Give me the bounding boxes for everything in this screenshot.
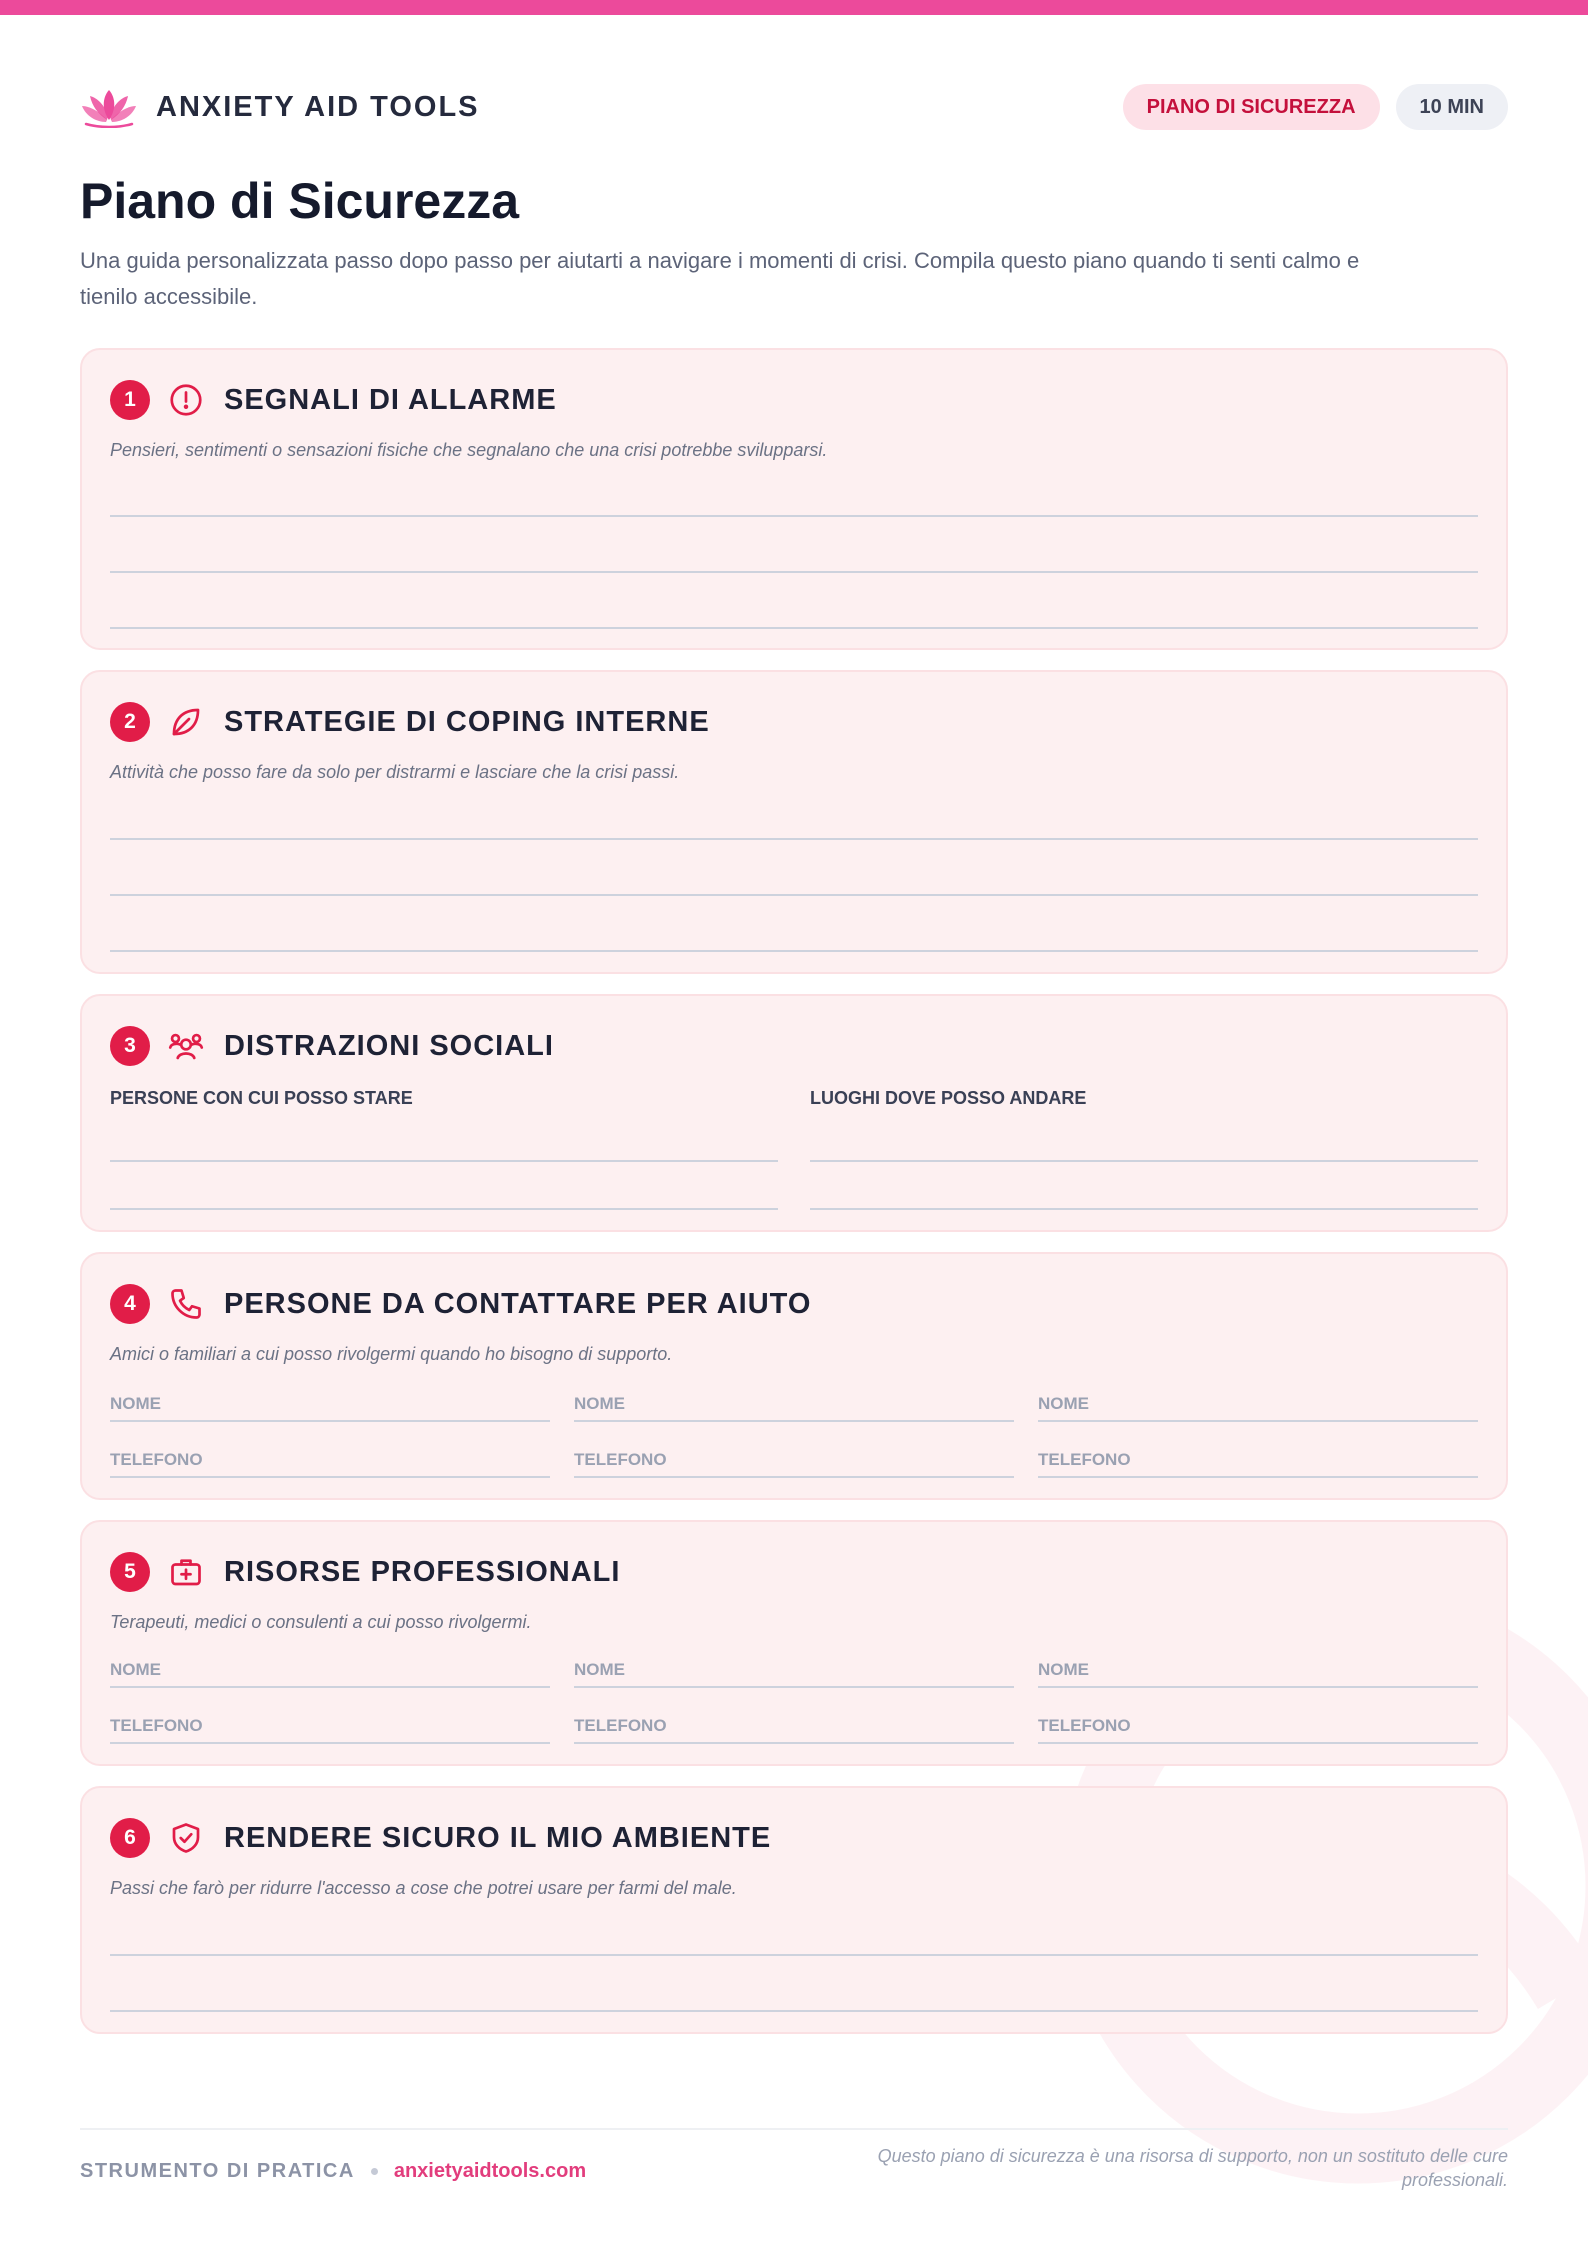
column-label-people: PERSONE CON CUI POSSO STARE <box>110 1088 413 1108</box>
writing-line[interactable] <box>810 1208 1478 1210</box>
section-description: Attività che posso fare da solo per distrarmi e lasciare che la crisi passi. <box>110 762 680 782</box>
section-warning-signs <box>80 348 1508 650</box>
section-number: 6 <box>110 1818 150 1858</box>
section-contacts <box>80 1252 1508 1500</box>
contact-name-field[interactable]: NOME <box>110 1386 550 1422</box>
footer-website-link[interactable]: anxietyaidtools.com <box>393 2160 587 2182</box>
section-header <box>110 1026 554 1066</box>
section-title: SEGNALI DI ALLARME <box>224 383 557 416</box>
section-social-distractions <box>80 994 1508 1232</box>
section-number: 1 <box>110 380 150 420</box>
writing-line[interactable] <box>110 838 1478 840</box>
footer-separator-dot <box>371 2168 378 2175</box>
leaf-icon <box>168 704 204 740</box>
column-label-places: LUOGHI DOVE POSSO ANDARE <box>810 1088 1087 1108</box>
medical-kit-icon <box>168 1554 204 1590</box>
writing-line[interactable] <box>110 627 1478 629</box>
page-title: Piano di Sicurezza <box>80 173 520 229</box>
writing-line[interactable] <box>110 894 1478 896</box>
writing-line[interactable] <box>110 1160 778 1162</box>
top-accent-bar <box>0 0 1588 15</box>
professional-phone-field[interactable]: TELEFONO <box>110 1708 550 1744</box>
footer-divider <box>80 2128 1508 2130</box>
section-title: RISORSE PROFESSIONALI <box>224 1555 621 1588</box>
lotus-icon <box>80 86 138 128</box>
page-intro: Una guida personalizzata passo dopo passo per aiutarti a navigare i momenti di crisi. Compila questo piano quando ti senti calmo e tienilo accessibile. <box>80 248 1360 309</box>
section-description: Passi che farò per ridurre l'accesso a cose che potrei usare per farmi del male. <box>110 1878 737 1898</box>
header-badges <box>1123 84 1508 130</box>
writing-line[interactable] <box>110 2010 1478 2012</box>
section-title: PERSONE DA CONTATTARE PER AIUTO <box>224 1287 812 1320</box>
section-number: 2 <box>110 702 150 742</box>
plan-type-badge: PIANO DI SICUREZZA <box>1123 84 1380 130</box>
section-description: Amici o familiari a cui posso rivolgermi quando ho bisogno di supporto. <box>110 1344 673 1364</box>
section-title: DISTRAZIONI SOCIALI <box>224 1029 554 1062</box>
section-internal-coping <box>80 670 1508 974</box>
people-icon <box>168 1028 204 1064</box>
section-number: 5 <box>110 1552 150 1592</box>
section-header <box>110 1552 620 1592</box>
writing-line[interactable] <box>110 1954 1478 1956</box>
section-professional-resources <box>80 1520 1508 1766</box>
writing-line[interactable] <box>810 1160 1478 1162</box>
section-safe-environment <box>80 1786 1508 2034</box>
phone-icon <box>168 1286 204 1322</box>
contact-name-field[interactable]: NOME <box>574 1386 1014 1422</box>
writing-line[interactable] <box>110 515 1478 517</box>
page-header <box>80 82 1508 132</box>
section-header <box>110 1818 771 1858</box>
alert-circle-icon <box>168 382 204 418</box>
footer-tag: STRUMENTO DI PRATICA <box>80 2160 355 2182</box>
duration-badge: 10 MIN <box>1396 84 1508 130</box>
brand-name: ANXIETY AID TOOLS <box>156 90 480 123</box>
section-number: 4 <box>110 1284 150 1324</box>
section-header <box>110 702 710 742</box>
professional-phone-field[interactable]: TELEFONO <box>1038 1708 1478 1744</box>
professional-name-field[interactable]: NOME <box>1038 1652 1478 1688</box>
brand <box>80 86 480 128</box>
contact-phone-field[interactable]: TELEFONO <box>1038 1442 1478 1478</box>
section-description: Terapeuti, medici o consulenti a cui posso rivolgermi. <box>110 1612 532 1632</box>
section-header <box>110 380 557 420</box>
section-number: 3 <box>110 1026 150 1066</box>
section-header <box>110 1284 811 1324</box>
section-description: Pensieri, sentimenti o sensazioni fisiche che segnalano che una crisi potrebbe svilupparsi. <box>110 440 828 460</box>
writing-line[interactable] <box>110 1208 778 1210</box>
section-title: STRATEGIE DI COPING INTERNE <box>224 705 710 738</box>
contact-phone-field[interactable]: TELEFONO <box>574 1442 1014 1478</box>
contact-phone-field[interactable]: TELEFONO <box>110 1442 550 1478</box>
professional-name-field[interactable]: NOME <box>110 1652 550 1688</box>
professional-name-field[interactable]: NOME <box>574 1652 1014 1688</box>
contact-name-field[interactable]: NOME <box>1038 1386 1478 1422</box>
shield-check-icon <box>168 1820 204 1856</box>
professional-phone-field[interactable]: TELEFONO <box>574 1708 1014 1744</box>
writing-line[interactable] <box>110 571 1478 573</box>
footer-disclaimer: Questo piano di sicurezza è una risorsa di supporto, non un sostituto delle cure professionali. <box>877 2146 1508 2190</box>
writing-line[interactable] <box>110 950 1478 952</box>
footer-left <box>80 2160 586 2183</box>
section-title: RENDERE SICURO IL MIO AMBIENTE <box>224 1821 772 1854</box>
